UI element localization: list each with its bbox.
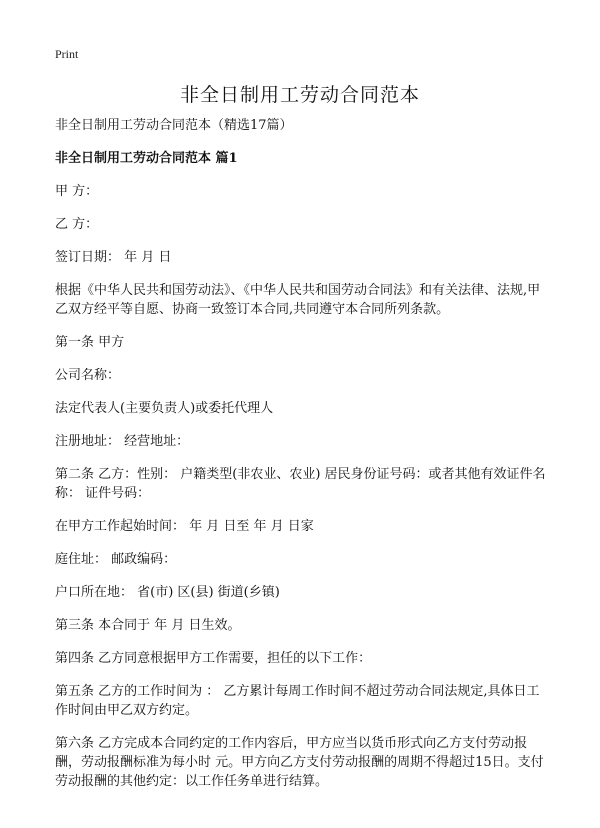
paragraph-household: 户口所在地： 省(市) 区(县) 街道(乡镇) bbox=[55, 585, 280, 600]
paragraph-company-name: 公司名称： bbox=[55, 368, 121, 383]
paragraph-home-address: 庭住址： 邮政编码： bbox=[55, 552, 177, 567]
paragraph-article-3: 第三条 本合同于 年 月 日生效。 bbox=[55, 618, 241, 633]
document-subtitle: 非全日制用工劳动合同范本（精选17篇） bbox=[55, 118, 293, 133]
paragraph-party-a: 甲 方： bbox=[55, 184, 99, 199]
paragraph-article-6: 第六条 乙方完成本合同约定的工作内容后，甲方应当以货币形式向乙方支付劳动报酬，劳动报酬标准为每小时 元。甲方向乙方支付劳动报酬的周期不得超过15日。支付劳动报酬的其他约定：以工作任务单进行结算。 bbox=[55, 736, 544, 789]
paragraph-article-5: 第五条 乙方的工作时间为 ： 乙方累计每周工作时间不超过劳动合同法规定,具体日工作时间由甲乙双方约定。 bbox=[55, 684, 540, 718]
paragraph-sign-date: 签订日期： 年 月 日 bbox=[55, 250, 172, 265]
paragraph-preamble: 根据《中华人民共和国劳动法》、《中华人民共和国劳动合同法》和有关法律、法规,甲乙双方经平等自愿、协商一致签订本合同,共同遵守本合同所列条款。 bbox=[55, 283, 541, 317]
paragraph-article-4: 第四条 乙方同意根据甲方工作需要，担任的以下工作： bbox=[55, 651, 372, 666]
paragraph-start-time: 在甲方工作起始时间： 年 月 日至 年 月 日家 bbox=[55, 519, 314, 534]
paragraph-article-1: 第一条 甲方 bbox=[55, 335, 125, 350]
paragraph-address: 注册地址： 经营地址： bbox=[55, 434, 190, 449]
section-heading: 非全日制用工劳动合同范本 篇1 bbox=[55, 151, 238, 166]
document-body bbox=[55, 116, 550, 805]
paragraph-legal-rep: 法定代表人(主要负责人)或委托代理人 bbox=[55, 401, 274, 416]
paragraph-article-2: 第二条 乙方：性别： 户籍类型(非农业、农业) 居民身份证号码：或者其他有效证件名称： 证件号码： bbox=[55, 467, 546, 501]
paragraph-party-b: 乙 方： bbox=[55, 217, 99, 232]
print-label: Print bbox=[55, 47, 79, 61]
document-title: 非全日制用工劳动合同范本 bbox=[179, 84, 420, 106]
